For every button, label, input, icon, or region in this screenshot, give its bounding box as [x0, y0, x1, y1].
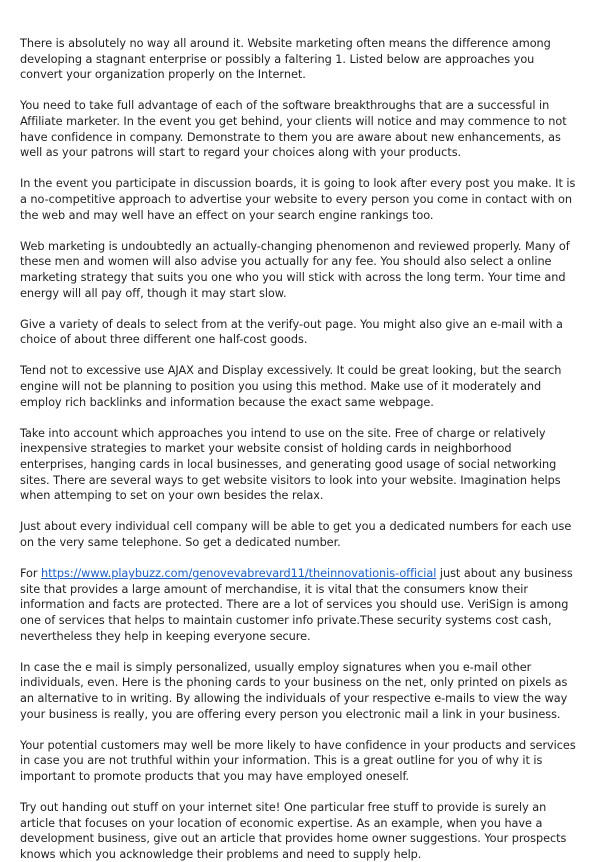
security-suffix: just about any business site that provides a large amount of merchandise, it is vital that the consumers know their information and facts are protected. There are a lot of services you should use. VeriSign is among one of services that helps to maintain customer info private.These security systems cost cash, nevertheless they help in keeping everyone secure. — [20, 567, 573, 643]
paragraph-discussion-boards: In the event you participate in discussion boards, it is going to look after every post you make. It is a no-competitive approach to advertise your website to every person you come in contact with on the web and may well have an effect on your search engine rankings too. — [20, 177, 576, 222]
playbuzz-link[interactable]: https://www.playbuzz.com/genovevabrevard11/theinnovationis-official — [41, 567, 437, 581]
paragraph-deals: Give a variety of deals to select from at the verify-out page. You might also give an e-mail with a choice of about three different one half-cost goods. — [20, 317, 563, 347]
paragraph-intro: There is absolutely no way all around it. Website marketing often means the difference among developing a stagnant enterprise or possibly a faltering 1. Listed below are approaches you convert your organization properly on the Internet. — [20, 37, 551, 82]
paragraph-email-signatures: In case the e mail is simply personalized, usually employ signatures when you e-mail other individuals, even. Here is the phoning cards to your business on the net, only printed on pixels as an alternative to in writing. By allowing the individuals of your respective e-mails to view the way your business is really, you are offering every person you electronic mail a link in your business. — [20, 660, 568, 721]
paragraph-approaches: Take into account which approaches you intend to use on the site. Free of charge or relatively inexpensive strategies to market your website consist of holding cards in neighborhood enterprises, hanging cards in local businesses, and generating good usage of social networking sites. There are several ways to get website visitors to look into your website. Imagination helps when attemping to set on your own besides the relax. — [20, 426, 561, 503]
paragraph-customer-confidence: Your potential customers may well be more likely to have confidence in your products and services in case you are not truthful within your information. This is a great outline for you of why it is important to promote products that you may have employed oneself. — [20, 738, 576, 783]
paragraph-free-stuff: Try out handing out stuff on your internet site! One particular free stuff to provide is surely an article that focuses on your location of economic expertise. As an example, when you have a development business, give out an article that provides home owner suggestions. Your prospects knows which you acknowledge their problems and need to supply help. — [20, 801, 567, 861]
paragraph-ajax: Tend not to excessive use AJAX and Display excessively. It could be great looking, but the search engine will not be planning to position you using this method. Make use of it moderately and employ rich backlinks and information because the exact same webpage. — [20, 364, 562, 409]
paragraph-web-marketing: Web marketing is undoubtedly an actually-changing phenomenon and reviewed properly. Many of these men and women will also advise you actually for any fee. You should also select a online marketing strategy that suits you one who you will stick with across the long term. Your time and energy will all pay off, though it may start slow. — [20, 239, 570, 300]
paragraph-cell-company: Just about every individual cell company will be able to get you a dedicated numbers for each use on the very same telephone. So get a dedicated number. — [20, 520, 572, 549]
security-prefix: For — [20, 567, 42, 581]
paragraph-software-breakthroughs: You need to take full advantage of each of the software breakthroughs that are a successful in Affiliate marketer. In the event you get behind, your clients will notice and may commence to not have confidence in company. Demonstrate to them you are aware about new enhancements, as well as your patrons will start to regard your choices along with your products. — [20, 99, 567, 160]
paragraph-security — [20, 566, 580, 644]
